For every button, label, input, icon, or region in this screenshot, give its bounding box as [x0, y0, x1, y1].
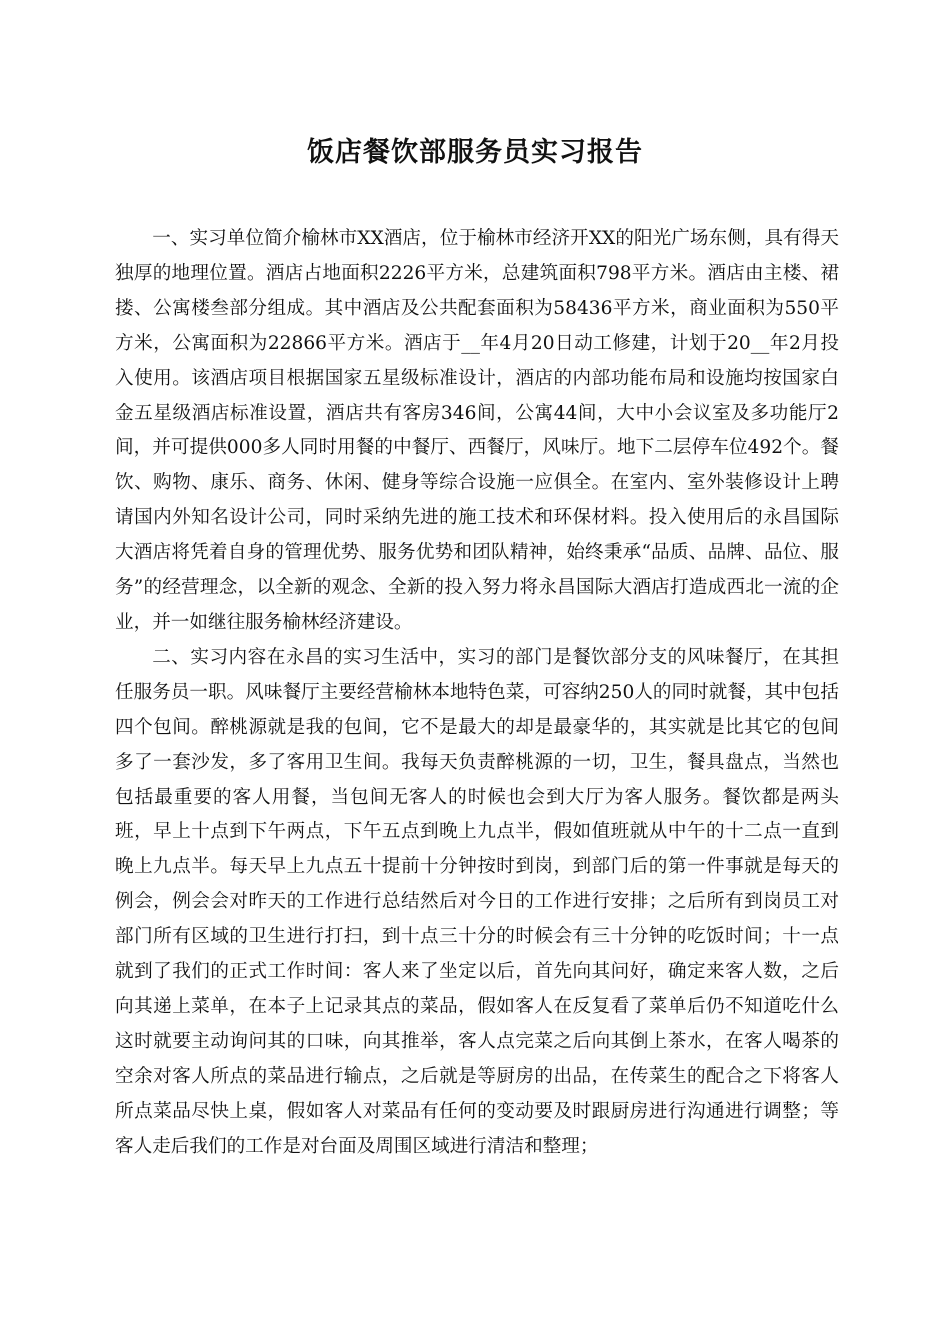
document-title: 饭店餐饮部服务员实习报告: [307, 137, 643, 168]
document-body: [115, 222, 839, 1164]
paragraph-internship-unit-intro: 一、实习单位简介榆林市XX酒店，位于榆林市经济开XX的阳光广场东侧，具有得天独厚的地理位置。酒店占地面积2226平方米，总建筑面积798平方米。酒店由主楼、裙搂、公寓楼叁部分组成。其中酒店及公共配套面积为58436平方米，商业面积为550平方米，公寓面积为22866平方米。酒店于__年4月20日动工修建，计划于20__年2月投入使用。该酒店项目根据国家五星级标准设计，酒店的内部功能布局和设施均按国家白金五星级酒店标准设置，酒店共有客房346间，公寓44间，大中小会议室及多功能厅2间，并可提供000多人同时用餐的中餐厅、西餐厅，风味厅。地下二层停车位492个。餐饮、购物、康乐、商务、休闲、健身等综合设施一应俱全。在室内、室外装修设计上聘请国内外知名设计公司，同时采纳先进的施工技术和环保材料。投入使用后的永昌国际大酒店将凭着自身的管理优势、服务优势和团队精神，始终秉承“品质、品牌、品位、服务”的经营理念，以全新的观念、全新的投入努力将永昌国际大酒店打造成西北一流的企业，并一如继往服务榆林经济建设。: [115, 228, 839, 633]
paragraph-internship-content: 二、实习内容在永昌的实习生活中，实习的部门是餐饮部分支的风味餐厅，在其担任服务员一职。风味餐厅主要经营榆林本地特色菜，可容纳250人的同时就餐，其中包括四个包间。醉桃源就是我的包间，它不是最大的却是最豪华的，其实就是比其它的包间多了一套沙发，多了客用卫生间。我每天负责醉桃源的一切，卫生，餐具盘点，当然也包括最重要的客人用餐，当包间无客人的时候也会到大厅为客人服务。餐饮都是两头班，早上十点到下午两点，下午五点到晚上九点半，假如值班就从中午的十二点一直到晚上九点半。每天早上九点五十提前十分钟按时到岗，到部门后的第一件事就是每天的例会，例会会对昨天的工作进行总结然后对今日的工作进行安排；之后所有到岗员工对部门所有区域的卫生进行打扫，到十点三十分的时候会有三十分钟的吃饭时间；十一点就到了我们的正式工作时间：客人来了坐定以后，首先向其问好，确定来客人数，之后向其递上菜单，在本子上记录其点的菜品，假如客人在反复看了菜单后仍不知道吃什么这时就要主动询问其的口味，向其推举，客人点完菜之后向其倒上茶水，在客人喝茶的空余对客人所点的菜品进行输点，之后就是等厨房的出品，在传菜生的配合之下将客人所点菜品尽快上桌，假如客人对菜品有任何的变动要及时跟厨房进行沟通进行调整；等客人走后我们的工作是对台面及周围区域进行清洁和整理；: [115, 646, 839, 1157]
